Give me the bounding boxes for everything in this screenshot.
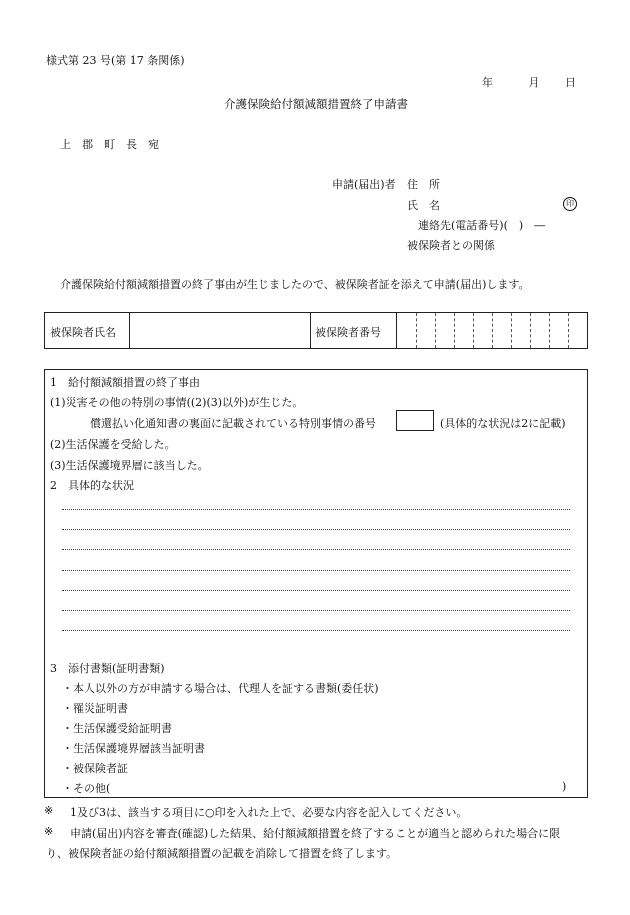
attachment-item-disaster-cert[interactable]: ・罹災証明書 [62, 702, 128, 715]
attachment-other-close: ) [562, 780, 567, 793]
note-mark: ※ [44, 825, 54, 838]
note-mark: ※ [44, 804, 54, 817]
attachment-item-insurance-card[interactable]: ・被保険者証 [62, 762, 128, 775]
section2-heading: 2 具体的な状況 [50, 479, 134, 492]
attachment-item-proxy[interactable]: ・本人以外の方が申請する場合は、代理人を証する書類(委任状) [62, 682, 379, 695]
attachment-item-welfare-cert[interactable]: ・生活保護受給証明書 [62, 722, 172, 735]
situation-line[interactable] [62, 590, 570, 591]
reason-item-1[interactable]: (1)災害その他の特別の事情((2)(3)以外)が生じた。 [50, 396, 304, 409]
note-2: 申請(届出)内容を審査(確認)した結果、給付額減額措置を終了することが適当と認められた場合に限 [70, 827, 561, 840]
attachment-item-border-cert[interactable]: ・生活保護境界層該当証明書 [62, 742, 205, 755]
section3-heading: 3 添付書類(証明書類) [50, 662, 165, 675]
seal-icon: 印 [563, 196, 577, 211]
situation-line[interactable] [62, 509, 570, 510]
applicant-label: 申請(届出)者 [332, 178, 396, 191]
situation-line[interactable] [62, 529, 570, 530]
note-2-continued: り、被保険者証の給付額減額措置の記載を消除して措置を終了します。 [46, 847, 398, 860]
special-circumstance-note: (具体的な状況は2に記載) [440, 417, 566, 430]
intro-text: 介護保険給付額減額措置の終了事由が生じましたので、被保険者証を添えて申請(届出)します。 [60, 278, 530, 291]
date-year: 年 [482, 76, 493, 89]
date-day: 日 [565, 76, 576, 89]
reason-item-2[interactable]: (2)生活保護を受給した。 [50, 438, 176, 451]
insured-number-label: 被保険者番号 [315, 326, 381, 339]
attachment-item-other[interactable]: ・その他( [62, 782, 111, 795]
form-number: 様式第 23 号(第 17 条関係) [46, 54, 185, 67]
insured-number-field[interactable] [397, 313, 587, 348]
date-month: 月 [528, 76, 540, 89]
name-label: 氏 名 [407, 199, 440, 212]
situation-line[interactable] [62, 549, 570, 550]
address-label: 住 所 [407, 178, 440, 191]
section1-heading: 1 給付額減額措置の終了事由 [50, 376, 200, 389]
insured-table [44, 312, 588, 349]
addressee: 上 郡 町 長 宛 [60, 138, 159, 151]
insured-name-label: 被保険者氏名 [50, 326, 116, 339]
page-title: 介護保険給付額減額措置終了申請書 [224, 97, 408, 111]
situation-line[interactable] [62, 610, 570, 611]
reason-item-3[interactable]: (3)生活保護境界層に該当した。 [50, 459, 209, 472]
special-circumstance-label: 償還払い化通知書の裏面に記載されている特別事情の番号 [90, 417, 376, 430]
contact-label: 連絡先(電話番号)( ) ― [418, 219, 546, 232]
relation-label: 被保険者との関係 [407, 239, 495, 252]
situation-line[interactable] [62, 570, 570, 571]
special-circumstance-number-input[interactable] [396, 410, 434, 431]
note-1: 1及び3は、該当する項目に○印を入れた上で、必要な内容を記入してください。 [70, 806, 468, 819]
date-field [482, 74, 576, 90]
situation-line[interactable] [62, 630, 570, 631]
